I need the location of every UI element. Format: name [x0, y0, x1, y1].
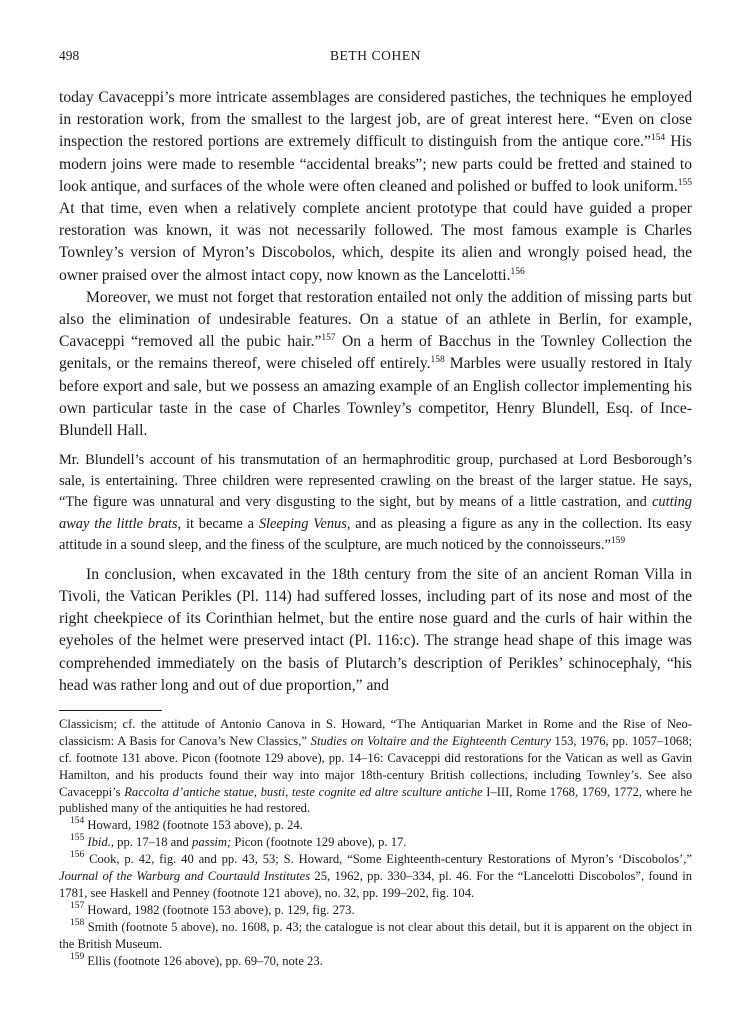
footnote-158 [59, 919, 692, 953]
footnote-157 [59, 902, 692, 919]
text-run: today Cavaceppi’s more intricate assemblages are considered pastiches, the techniques he employed in restoration work, from the smallest to the largest job, are of great interest here. “Even on close inspection the restored portions are extremely difficult to distinguish from the antique core.” [59, 89, 692, 151]
text-run: In conclusion, when excavated in the 18th century from the site of an ancient Roman Villa in Tivoli, the Vatican Perikles (Pl. 114) had suffered losses, including part of its nose and most of the right cheekpiece of its Corinthian helmet, but the entire nose guard and the curls of hair within the eyeholes of the helmet were preserved intact (Pl. 116:c). The strange head shape of this image was comprehended immediately on the basis of Plutarch’s description of Perikles’ schinocephaly, “his head was rather long and out of due proportion,” and [59, 565, 692, 694]
text-run: Classicism; cf. the attitude of Antonio Canova in S. Howard, “The Antiquarian Market in Rome and the Rise of Neo-classicism: A Basis for Canova’s New Classics,” [59, 716, 692, 748]
body-text [59, 87, 692, 697]
footnote-159 [59, 953, 692, 970]
footnote-156 [59, 851, 692, 902]
footnote-ref: 159 [610, 535, 626, 546]
footnotes [59, 716, 692, 970]
italic-run: Raccolta d’antiche statue, busti, teste cognite ed altre sculture antiche [124, 784, 483, 799]
footnote-number: 156 [70, 850, 85, 861]
footnote-number: 158 [70, 917, 85, 928]
paragraph-3 [59, 564, 692, 697]
italic-run: Sleeping Venus, [258, 515, 351, 532]
footnote-divider [59, 710, 162, 711]
footnote-155 [59, 834, 692, 851]
text-run: it became a [181, 515, 259, 532]
footnote-continuation [59, 716, 692, 817]
footnote-number: 155 [70, 833, 85, 844]
footnote-ref: 157 [321, 333, 336, 344]
text-run: At that time, even when a relatively complete ancient prototype that could have guided a proper restoration was known, it was not necessarily followed. The most famous example is Charles Townley’s version of Myron’s Discobolos, which, despite its alien and wrongly poised head, the owner praised over the almost intact copy, now known as the Lancelotti. [59, 200, 692, 284]
text-run: Smith (footnote 5 above), no. 1608, p. 43; the catalogue is not clear about this detail, but it is apparent on the object in the British Museum. [59, 919, 692, 951]
text-run: His modern joins were made to resemble “accidental breaks”; new parts could be fretted and stained to look antique, and surfaces of the whole were often cleaned and polished or buffed to look uniform. [59, 133, 693, 195]
text-run: 153, 1976, pp. 1057–1068; cf. footnote 131 above. Picon (footnote 129 above), pp. 14–16: Cavaceppi did restorations for the Vatican as well as Gavin Hamilton, and his products found their way into major 18th-century British collections, including Townley’s. See also Cavaceppi’s [59, 733, 692, 799]
text-run: Howard, 1982 (footnote 153 above), p. 24. [84, 818, 303, 833]
footnote-ref: 158 [430, 355, 445, 366]
text-run: pp. 17–18 and [114, 835, 193, 850]
footnote-154 [59, 817, 692, 834]
text-run: Picon (footnote 129 above), p. 17. [231, 835, 407, 850]
italic-run: Studies on Voltaire and the Eighteenth Century [310, 733, 551, 748]
footnote-ref: 155 [677, 177, 692, 188]
italic-run: passim; [192, 835, 232, 850]
italic-run: Journal of the Warburg and Courtauld Institutes [59, 869, 311, 884]
block-quote [59, 450, 692, 555]
footnote-ref: 154 [650, 133, 666, 144]
paragraph-2 [59, 287, 692, 442]
italic-run: Ibid., [87, 835, 114, 850]
page-number: 498 [59, 48, 80, 63]
running-header [59, 48, 692, 70]
footnote-number: 157 [70, 900, 85, 911]
paragraph-1 [59, 87, 692, 287]
running-head-author: BETH COHEN [329, 48, 422, 63]
text-run: Howard, 1982 (footnote 153 above), p. 129, fig. 273. [84, 902, 355, 917]
text-run: and as pleasing a figure as any in the collection. Its easy attitude in a sound sleep, and the finess of the sculpture, are much noticed by the connoisseurs.” [59, 515, 692, 553]
text-run: 25, 1962, pp. 330–334, pl. 46. For the “Lancelotti Discobolos”, found in 1781, see Haskell and Penney (footnote 121 above), no. 32, pp. 199–202, fig. 104. [59, 869, 692, 900]
footnote-number: 159 [70, 951, 85, 962]
text-run: Mr. Blundell’s account of his transmutation of an hermaphroditic group, purchased at Lord Besborough’s sale, is entertaining. Three children were represented crawling on the breast of the larger statue. He says, “The figure was unnatural and very disgusting to the sight, but by means of a little castration, and [59, 452, 692, 511]
text-run: Moreover, we must not forget that restoration entailed not only the addition of missing parts but also the elimination of undesirable features. On a statue of an athlete in Berlin, for example, Cavaceppi “removed all the pubic hair.” [59, 288, 692, 351]
page [59, 48, 692, 970]
italic-run: cutting away the little brats, [59, 494, 692, 532]
footnote-ref: 156 [510, 266, 525, 277]
text-run: Ellis (footnote 126 above), pp. 69–70, note 23. [84, 953, 323, 968]
text-run: I–III, Rome 1768, 1769, 1772, where he published many of the antiquities he had restored. [59, 784, 692, 816]
text-run: Cook, p. 42, fig. 40 and pp. 43, 53; S. Howard, “Some Eighteenth-century Restorations of Myron’s ‘Discobolos’,” [84, 852, 692, 867]
footnote-number: 154 [70, 816, 85, 827]
text-run: Marbles were usually restored in Italy before export and sale, but we possess an amazing example of an English collector implementing his own particular taste in the case of Charles Townley’s competitor, Henry Blundell, Esq. of Ince-Blundell Hall. [59, 355, 692, 440]
text-run: On a herm of Bacchus in the Townley Collection the genitals, or the remains thereof, were chiseled off entirely. [59, 333, 693, 373]
